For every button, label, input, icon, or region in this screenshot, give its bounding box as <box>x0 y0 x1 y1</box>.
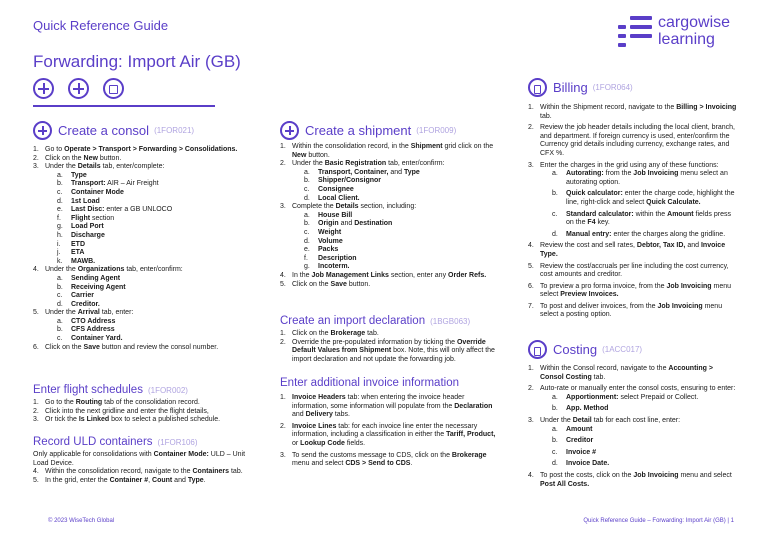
logo-mark-icon <box>618 16 652 48</box>
section-uld-heading: Record ULD containers (1FOR106) <box>33 436 198 448</box>
quick-reference-label: Quick Reference Guide <box>33 18 169 33</box>
section-create-consol-heading: Create a consol (1FOR021) <box>33 121 194 140</box>
page-title: Forwarding: Import Air (GB) <box>33 52 241 71</box>
plus-circle-icon <box>33 121 52 140</box>
section-icon-row <box>33 78 138 100</box>
uld-steps: Only applicable for consolidations with Container Mode: ULD – Unit Load Device. 4. Within the consolidation record, navigate to the Containers tab. 5. In the grid, enter the Container #, Count and Type. <box>33 451 246 484</box>
logo-text-line1: cargowise <box>658 14 731 31</box>
invoice-icon <box>528 340 547 359</box>
cargowise-learning-logo <box>618 14 743 50</box>
flight-steps: 1. Go to the Routing tab of the consolidation record. 2. Click into the next gridline and enter the flight details, 3. Or tick the Is Linked box to select a published schedule. <box>33 399 221 424</box>
title-divider <box>33 105 215 107</box>
invoice-icon <box>103 78 124 99</box>
costing-steps: 1. Within the Consol record, navigate to the Accounting > Consol Costing tab. 2. Auto-rate or manually enter the consol costs, ensuring to enter: a. Apportionment: select Prepaid or Collect. b. App. Method 3. Under the Detail tab for each cost line, enter: a. Amount b. Creditor c. Invoice # d. Invoice Date. 4. To post the costs, click on the Job Invoicing menu and select Post All Costs. <box>528 365 736 488</box>
section-flight-schedules-heading: Enter flight schedules (1FOR002) <box>33 384 188 396</box>
invoice-icon <box>528 78 547 97</box>
section-invoice-info-heading: Enter additional invoice information <box>280 377 459 389</box>
plus-circle-icon <box>33 78 54 99</box>
import-declaration-steps: 1. Click on the Brokerage tab. 2. Override the pre-populated information by ticking the Override Default Values from Shipment box. Note, this will only affect the import declaration and not update the forwarding job. <box>280 330 495 363</box>
section-billing-heading: Billing (1FOR064) <box>528 78 633 97</box>
section-costing-heading: Costing (1ACC017) <box>528 340 642 359</box>
plus-circle-icon <box>280 121 299 140</box>
section-import-declaration-heading: Create an import declaration (1BGB063) <box>280 315 471 327</box>
section-create-shipment-heading: Create a shipment (1FOR009) <box>280 121 456 140</box>
shipment-steps: 1. Within the consolidation record, in the Shipment grid click on the New button. 2. Under the Basic Registration tab, enter/confirm: a. Transport, Container, and Type b. Shipper/Consignor c. Consignee d. Local Client. 3. Complete the Details section, including: a. House Bill b. Origin and Destination c. Weight d. Volume e. Packs f. Description g. Incoterm. 4. In the Job Management Links section, enter any Order Refs. 5. Click on the Save button. <box>280 143 494 288</box>
footer-page-info: Quick Reference Guide – Forwarding: Import Air (GB) | 1 <box>583 518 734 524</box>
billing-steps: 1. Within the Shipment record, navigate to the Billing > Invoicing tab. 2. Review the job header details including the local client, branch, and department. If foreign currency is used, enter/confirm the Currency grid details including currency, exchange rates, and CFX %. 3. Enter the charges in the grid using any of these functions: a. Autorating: from the Job Invoicing menu select an autorating option. b. Quick calculator: enter the charge code, highlight the line, right-click and select Quick Calculate. c. Standard calculator: within the Amount fields press on the F4 key. d. Manual entry: enter the charges along the gridline. 4. Review the cost and sell rates, Debtor, Tax ID, and Invoice Type. 5. Review the cost/accruals per line including the cost currency, cost amounts and creditor. 6. To preview a pro forma invoice, from the Job Invoicing menu select Preview Invoices. 7. To post and deliver invoices, from the Job Invoicing menu select a posting option. <box>528 104 737 319</box>
consol-steps: 1. Go to Operate > Transport > Forwarding > Consolidations. 2. Click on the New button. 3. Under the Details tab, enter/complete: a. Type b. Transport: AIR – Air Freight c. Container Mode d. 1st Load e. Last Disc: enter a GB UNLOCO f. Flight section g. Load Port h. Discharge i. ETD j. ETA k. MAWB. 4. Under the Organizations tab, enter/confirm: a. Sending Agent b. Receiving Agent c. Carrier d. Creditor. 5. Under the Arrival tab, enter: a. CTO Address b. CFS Address c. Container Yard. 6. Click on the Save button and review the consol number. <box>33 146 238 351</box>
logo-text-line2: learning <box>658 31 715 48</box>
footer-copyright: © 2023 WiseTech Global <box>48 518 115 524</box>
plus-circle-icon <box>68 78 89 99</box>
invoice-info-steps: 1. Invoice Headers tab: when entering the invoice header information, some information will populate from the Declaration and Delivery tabs. 2. Invoice Lines tab: for each invoice line enter the necessary information, including a classification in either the Tariff, Product, or Lookup Code fields. 3. To send the customs message to CDS, click on the Brokerage menu and select CDS > Send to CDS. <box>280 394 496 468</box>
